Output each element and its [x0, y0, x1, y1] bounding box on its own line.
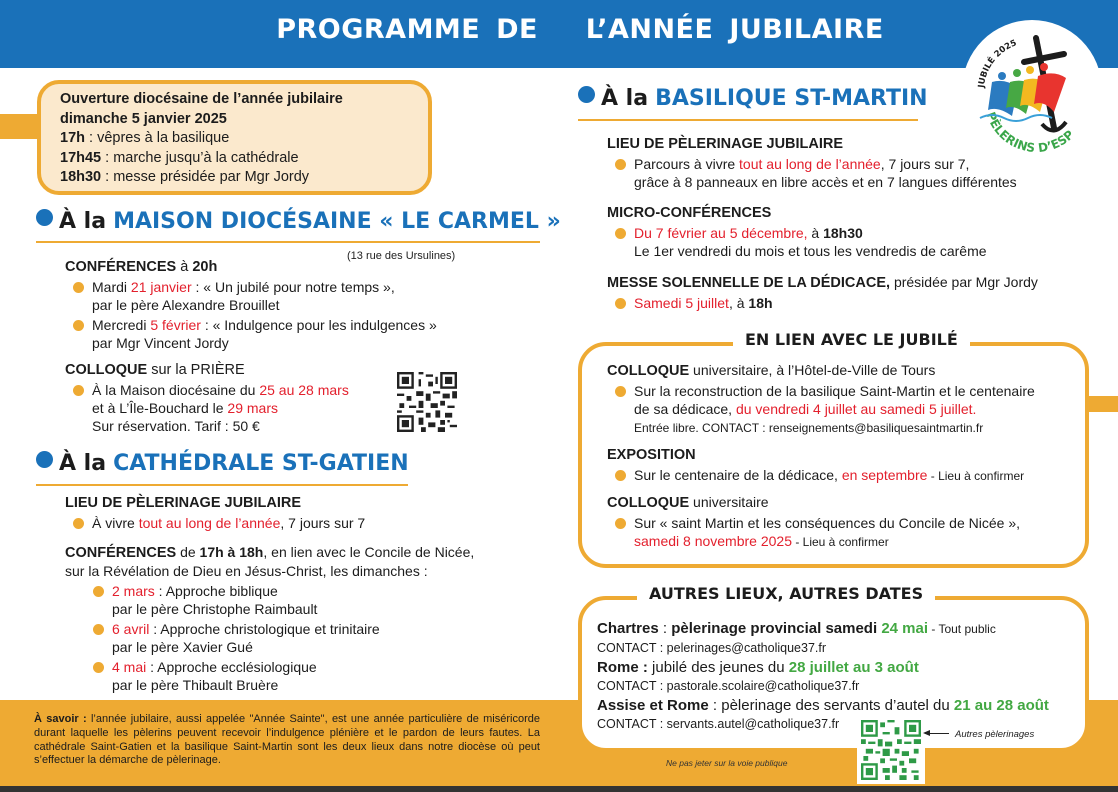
- subsection-label: MICRO-CONFÉRENCES: [607, 205, 772, 221]
- item-date: samedi 8 novembre 2025: [634, 533, 792, 549]
- section-divider: [578, 119, 918, 121]
- label: CONFÉRENCES: [65, 259, 177, 275]
- list-item: [607, 155, 1087, 191]
- label-rest: présidée par Mgr Jordy: [890, 274, 1038, 290]
- opening-date: dimanche 5 janvier 2025: [60, 110, 227, 127]
- event-text: : vêpres à la basilique: [85, 130, 230, 146]
- item-text: : Approche christologique et trinitaire: [149, 621, 380, 637]
- entry-place: Assise et Rome: [597, 697, 709, 714]
- opening-title: Ouverture diocésaine de l’année jubilaire: [60, 91, 343, 107]
- page-title: PROGRAMME DE L’ANNÉE JUBILAIRE: [276, 14, 884, 45]
- entry-place: Rome :: [597, 659, 648, 676]
- item-price: Sur réservation. Tarif : 50 €: [92, 418, 260, 434]
- svg-text:JUBILÉ 2025: JUBILÉ 2025: [976, 38, 1019, 89]
- basilique-micro: [607, 204, 1087, 260]
- item-text: grâce à 8 panneaux en libre accès et en 7 langues différentes: [634, 174, 1017, 190]
- arrow-left-icon: [925, 733, 949, 734]
- item-text: , 7 jours sur 7,: [880, 156, 970, 172]
- label: CONFÉRENCES: [65, 545, 177, 561]
- blue-dot-icon: [36, 209, 53, 226]
- item-text: Parcours à vivre: [634, 156, 740, 172]
- related-events-heading: EN LIEN AVEC LE JUBILÉ: [733, 330, 970, 349]
- item-text: et à L’Île-Bouchard le: [92, 400, 228, 416]
- section-name: CATHÉDRALE ST-GATIEN: [113, 451, 409, 476]
- item-date: du vendredi 4 juillet au samedi 5 juillet.: [735, 401, 977, 417]
- list-item: [85, 620, 545, 656]
- subsection-label: EXPOSITION: [607, 447, 696, 463]
- subsection-label: LIEU DE PÈLERINAGE JUBILAIRE: [607, 136, 844, 152]
- item-date: 21 janvier: [130, 279, 192, 295]
- entry-place: Chartres: [597, 620, 659, 637]
- label-time: 17h à 18h: [199, 544, 264, 560]
- label: MESSE SOLENNELLE DE LA DÉDICACE,: [607, 275, 891, 291]
- item-date: 25 au 28 mars: [259, 382, 349, 398]
- item-date: 29 mars: [227, 400, 278, 416]
- item-text: : « Un jubilé pour notre temps »,: [191, 279, 395, 295]
- entry-contact[interactable]: CONTACT : pastorale.scolaire@catholique37.fr: [597, 679, 860, 693]
- subsection-label: [607, 361, 1077, 380]
- lien-colloque-2: [607, 493, 1077, 551]
- item-text: Le 1er vendredi du mois et tous les vendredis de carême: [634, 243, 987, 259]
- item-pre: Mercredi: [92, 317, 151, 333]
- list-item: [607, 224, 1087, 260]
- opening-ceremony-box: [37, 80, 432, 195]
- item-date: tout au long de l’année: [739, 156, 881, 172]
- note-text: l’année jubilaire, aussi appelée "Année Sainte", est une année particulière de miséricorde durant laquelle les pèlerins peuvent recevoir l’indulgence plénière et le pardon de leurs fautes. La cathédrale Saint-Gatien et la basilique Saint-Martin sont les deux lieux dans notre diocèse où peut s’effectuer la démarche de pèlerinage.: [34, 713, 540, 767]
- entry-desc: jubilé des jeunes du: [652, 659, 789, 676]
- item-speaker: par le père Christophe Raimbault: [112, 601, 318, 617]
- item-contact: Entrée libre. CONTACT : renseignements@basiliquesaintmartin.fr: [634, 421, 984, 435]
- section-title-basilique: [578, 84, 928, 114]
- section-name: MAISON DIOCÉSAINE « LE CARMEL »: [113, 209, 561, 234]
- label-rest: sur la PRIÈRE: [147, 362, 245, 378]
- entry-date: 21 au 28 août: [953, 697, 1049, 714]
- entry-date: 28 juillet au 3 août: [788, 659, 919, 676]
- entry-desc: pèlerinage provincial samedi: [671, 620, 882, 637]
- qr-code-colloque[interactable]: [397, 372, 457, 432]
- item-note: - Lieu à confirmer: [792, 535, 889, 549]
- blue-dot-icon: [578, 86, 595, 103]
- decorative-bar-left: [0, 114, 40, 139]
- bullet-icon: [73, 518, 84, 529]
- event-time: 17h45: [60, 149, 102, 166]
- entry-desc: pèlerinage des servants d’autel du: [721, 697, 954, 714]
- lien-exposition: [607, 446, 1077, 485]
- qr-code-icon: [861, 720, 921, 780]
- other-entry: [597, 696, 1049, 715]
- item-note: - Lieu à confirmer: [927, 469, 1025, 483]
- lien-colloque-1: [607, 361, 1077, 437]
- qr-label-text: Autres pèlerinages: [955, 729, 1035, 740]
- list-item: [65, 381, 405, 435]
- list-item: [607, 382, 1077, 437]
- item-text: à: [807, 225, 824, 241]
- bullet-icon: [93, 586, 104, 597]
- bullet-icon: [73, 320, 84, 331]
- section-title-cathedrale: [36, 449, 409, 479]
- carmel-colloque: [65, 361, 405, 435]
- item-date: 6 avril: [112, 621, 150, 637]
- qr-code-icon: [397, 372, 457, 432]
- carmel-conferences: [65, 258, 505, 352]
- section-prefix: À la: [601, 86, 649, 111]
- section-prefix: À la: [59, 209, 107, 234]
- item-date: Samedi 5 juillet: [634, 295, 729, 311]
- bullet-icon: [93, 624, 104, 635]
- other-entry: [597, 658, 1049, 677]
- entry-sep: :: [708, 697, 722, 714]
- footer-note: Ne pas jeter sur la voie publique: [666, 758, 788, 768]
- list-item: [85, 582, 545, 618]
- label-post: , en lien avec le Concile de Nicée,: [263, 544, 475, 560]
- subsection-label: [65, 258, 505, 276]
- note-label: À savoir :: [34, 713, 87, 725]
- footer-strip: [0, 786, 1118, 792]
- bullet-icon: [73, 385, 84, 396]
- bullet-icon: [615, 470, 626, 481]
- a-savoir-note: [34, 713, 540, 768]
- blue-dot-icon: [36, 451, 53, 468]
- list-item: [65, 316, 505, 352]
- item-text: À la Maison diocésaine du: [92, 382, 260, 398]
- item-text: , 7 jours sur 7: [280, 515, 366, 531]
- subsection-label: [65, 361, 405, 379]
- item-date: 5 février: [150, 317, 201, 333]
- list-item: [607, 294, 1087, 312]
- cathedrale-lieu: [65, 494, 525, 532]
- list-item: [65, 278, 505, 314]
- cathedrale-conferences: [65, 543, 545, 694]
- bullet-icon: [615, 518, 626, 529]
- label-rest: universitaire, à l’Hôtel-de-Ville de Tours: [689, 362, 936, 378]
- qr-code-label: [925, 729, 1034, 740]
- entry-note: - Tout public: [928, 622, 996, 636]
- item-time: 18h30: [823, 225, 863, 241]
- item-text: À vivre: [92, 515, 139, 531]
- bullet-icon: [615, 228, 626, 239]
- item-date: 2 mars: [112, 583, 155, 599]
- opening-event: [60, 129, 428, 149]
- label-mid: à: [176, 259, 193, 275]
- other-entry: [597, 619, 1049, 639]
- item-date: Du 7 février au 5 décembre,: [634, 225, 808, 241]
- item-text: : Approche biblique: [154, 583, 278, 599]
- list-item: [85, 658, 545, 694]
- label: COLLOQUE: [65, 362, 148, 378]
- event-time: 18h30: [60, 169, 102, 185]
- entry-contact[interactable]: CONTACT : servants.autel@catholique37.fr: [597, 717, 840, 731]
- item-time: 18h: [748, 295, 773, 311]
- item-text: Sur la reconstruction de la basilique Saint-Martin et le centenaire: [634, 383, 1035, 399]
- item-text: : « Indulgence pour les indulgences »: [200, 317, 437, 333]
- subsection-label: [65, 543, 545, 562]
- item-text: de sa dédicace,: [634, 401, 736, 417]
- bullet-icon: [73, 282, 84, 293]
- bullet-icon: [615, 159, 626, 170]
- svg-text:PÈLERINS D’ESPÉRANCE: PÈLERINS D’ESP: [983, 110, 1077, 156]
- subsection-label: LIEU DE PÈLERINAGE JUBILAIRE: [65, 495, 302, 511]
- section-divider: [36, 484, 408, 486]
- item-text: : Approche ecclésiologique: [146, 659, 317, 675]
- subsection-label: [607, 493, 1077, 512]
- section-name: BASILIQUE ST-MARTIN: [655, 86, 928, 111]
- entry-contact[interactable]: CONTACT : pelerinages@catholique37.fr: [597, 641, 826, 655]
- item-speaker: par Mgr Vincent Jordy: [92, 335, 229, 351]
- item-pre: Mardi: [92, 279, 131, 295]
- opening-event: [60, 149, 428, 169]
- other-places-list: [597, 619, 1049, 734]
- carmel-address: (13 rue des Ursulines): [347, 250, 456, 262]
- item-date: tout au long de l’année: [138, 515, 281, 531]
- item-text: Sur le centenaire de la dédicace,: [634, 467, 842, 483]
- other-places-heading: AUTRES LIEUX, AUTRES DATES: [637, 584, 935, 603]
- list-item: [607, 514, 1077, 551]
- subsection-label: [607, 273, 1087, 292]
- label-time: 20h: [192, 259, 218, 275]
- opening-event: [60, 168, 428, 188]
- entry-sep: :: [658, 620, 672, 637]
- section-divider: [36, 241, 540, 243]
- event-text: : messe présidée par Mgr Jordy: [101, 169, 310, 185]
- subsection-description: sur la Révélation de Dieu en Jésus-Christ, les dimanches :: [65, 563, 428, 579]
- item-speaker: par le père Thibault Bruère: [112, 677, 279, 693]
- label: COLLOQUE: [607, 363, 690, 379]
- item-text: Sur « saint Martin et les conséquences du Concile de Nicée »,: [634, 515, 1020, 531]
- bullet-icon: [615, 298, 626, 309]
- entry-date: 24 mai: [881, 620, 929, 637]
- item-speaker: par le père Xavier Gué: [112, 639, 253, 655]
- item-text: , à: [728, 295, 749, 311]
- label: COLLOQUE: [607, 495, 690, 511]
- section-prefix: À la: [59, 451, 107, 476]
- basilique-messe: [607, 273, 1087, 312]
- section-title-carmel: [36, 207, 561, 237]
- item-speaker: par le père Alexandre Brouillet: [92, 297, 280, 313]
- qr-code-pilgrimages[interactable]: [857, 716, 925, 784]
- list-item: [607, 466, 1077, 485]
- item-date: 4 mai: [112, 659, 147, 675]
- bullet-icon: [615, 386, 626, 397]
- event-time: 17h: [60, 130, 85, 146]
- label-mid: de: [176, 544, 200, 560]
- label-rest: universitaire: [689, 494, 769, 510]
- basilique-lieu: [607, 135, 1087, 191]
- bullet-icon: [93, 662, 104, 673]
- event-text: : marche jusqu’à la cathédrale: [101, 149, 299, 166]
- list-item: [65, 514, 525, 532]
- item-date: en septembre: [841, 467, 928, 483]
- header-banner: [0, 0, 1118, 68]
